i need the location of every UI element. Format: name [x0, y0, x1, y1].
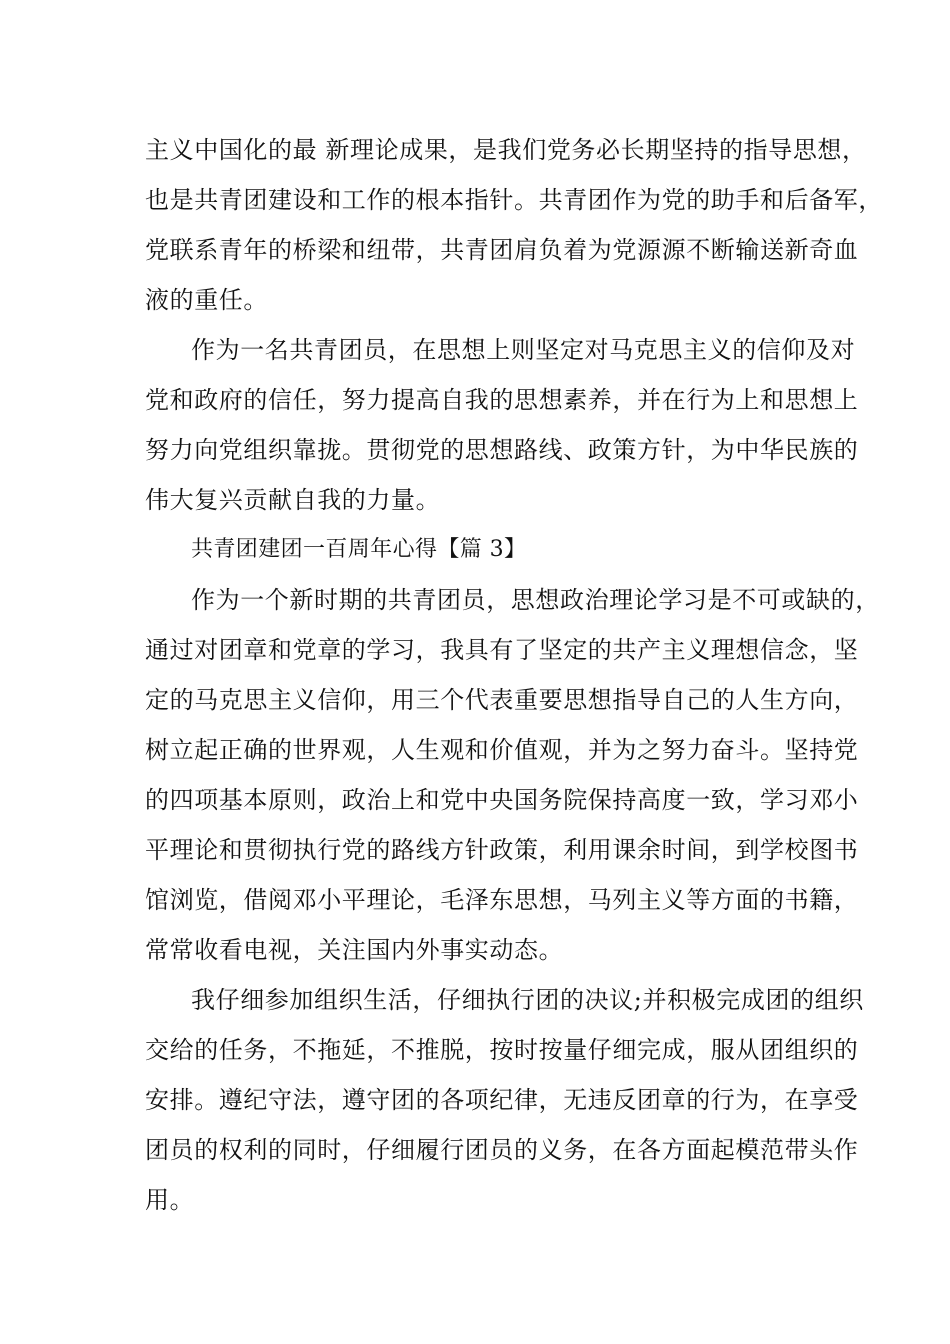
paragraph-line: 定的马克思主义信仰，用三个代表重要思想指导自己的人生方向， [145, 686, 859, 714]
paragraph-line: 党和政府的信任，努力提高自我的思想素养，并在行为上和思想上 [145, 386, 859, 414]
paragraph-line: 作为一名共青团员，在思想上则坚定对马克思主义的信仰及对 [191, 336, 856, 364]
paragraph-line: 党联系青年的桥梁和纽带，共青团肩负着为党源源不断输送新奇血 [145, 236, 859, 264]
paragraph-line: 伟大复兴贡献自我的力量。 [145, 486, 441, 514]
section-heading: 共青团建团一百周年心得【篇 3】 [191, 537, 527, 562]
paragraph-line: 安排。遵纪守法，遵守团的各项纪律，无违反团章的行为，在享受 [145, 1086, 859, 1114]
paragraph-line: 用。 [145, 1186, 195, 1214]
paragraph-line: 作为一个新时期的共青团员，思想政治理论学习是不可或缺的， [191, 586, 880, 614]
paragraph-line: 通过对团章和党章的学习，我具有了坚定的共产主义理想信念，坚 [145, 636, 859, 664]
paragraph-line: 馆浏览，借阅邓小平理论，毛泽东思想，马列主义等方面的书籍， [145, 886, 859, 914]
paragraph-line: 团员的权利的同时，仔细履行团员的义务，在各方面起模范带头作 [145, 1136, 859, 1164]
paragraph-line: 液的重任。 [145, 286, 268, 314]
paragraph-line: 的四项基本原则，政治上和党中央国务院保持高度一致，学习邓小 [145, 786, 859, 814]
paragraph-line: 树立起正确的世界观，人生观和价值观，并为之努力奋斗。坚持党 [145, 736, 859, 764]
paragraph-line: 交给的任务，不拖延，不推脱，按时按量仔细完成，服从团组织的 [145, 1036, 859, 1064]
paragraph-line: 也是共青团建设和工作的根本指针。共青团作为党的助手和后备军， [145, 186, 883, 214]
paragraph-line: 我仔细参加组织生活，仔细执行团的决议;并积极完成团的组织 [191, 986, 864, 1014]
paragraph-line: 平理论和贯彻执行党的路线方针政策，利用课余时间，到学校图书 [145, 836, 859, 864]
paragraph-line: 主义中国化的最 新理论成果，是我们党务必长期坚持的指导思想， [145, 136, 867, 164]
paragraph-line: 常常收看电视，关注国内外事实动态。 [145, 936, 564, 964]
paragraph-line: 努力向党组织靠拢。贯彻党的思想路线、政策方针，为中华民族的 [145, 436, 859, 464]
